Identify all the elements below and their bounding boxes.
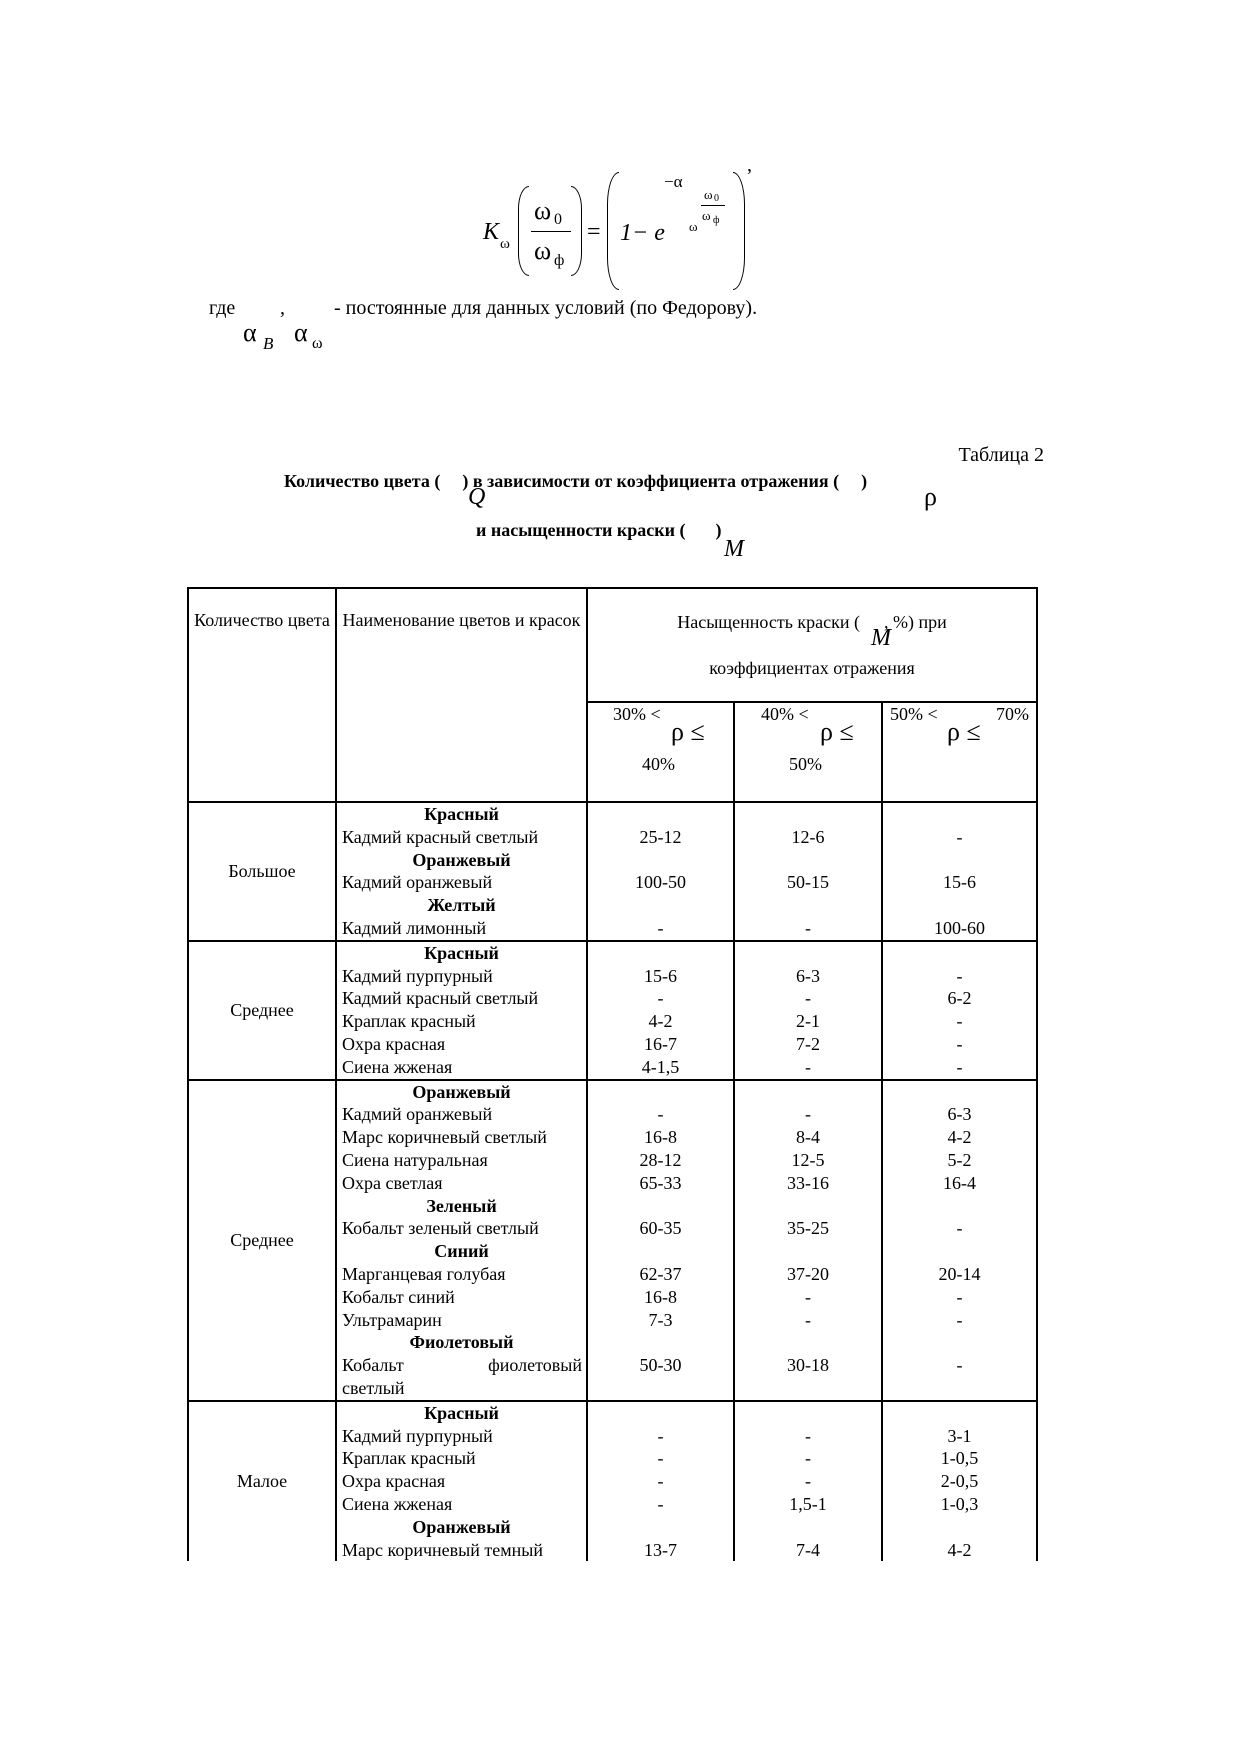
value-cell: - [734,1425,882,1448]
group-heading-row [188,1080,1037,1104]
value-cell: 7-3 [587,1309,734,1332]
value-cell [882,941,1037,965]
value-cell: - [734,1286,882,1309]
header-saturation-line1 [588,611,1036,634]
value-cell: 7-2 [734,1033,882,1056]
header-quantity-text: Количество цвета [194,610,330,630]
value-cell: - [882,1033,1037,1056]
formula-den: ω [534,236,552,265]
value-cell: 16-8 [587,1286,734,1309]
value-cell: 2-0,5 [882,1470,1037,1493]
formula-right-paren-1 [571,186,582,276]
value-cell [734,849,882,872]
alpha-w-sub: ω [312,335,323,352]
value-cell: - [734,1309,882,1332]
value-cell [587,1516,734,1539]
where-description: - постоянные для данных условий (по Федорову). [334,297,758,319]
caption-m-symbol: M [724,536,744,562]
value-cell: - [587,1425,734,1448]
formula-fraction-line [531,231,571,232]
formula-right-paren-2 [733,172,745,290]
paint-name: Сиена натуральная [336,1149,587,1172]
color-heading: Оранжевый [336,849,587,872]
value-cell: 12-5 [734,1149,882,1172]
paint-table [187,587,1038,1561]
caption-q-symbol: Q [468,484,486,510]
value-cell [882,1240,1037,1263]
formula-one-minus-e: 1− e [620,220,665,246]
value-cell: 60-35 [587,1217,734,1240]
sub2-rho: ρ ≤ [820,717,854,746]
value-cell: 62-37 [587,1263,734,1286]
value-cell: 50-30 [587,1354,734,1377]
paint-name: Кадмий оранжевый [336,871,587,894]
value-cell [734,1516,882,1539]
sub3-c: 70% [996,704,1030,724]
alpha-b-symbol: α [243,318,257,347]
sub2-b: 50% [789,754,822,774]
value-cell [587,1195,734,1218]
value-cell [734,1401,882,1425]
paint-name [336,1354,587,1377]
paint-name-part: фиолетовый [488,1355,582,1376]
value-cell [882,1401,1037,1425]
sub1-a: 30% < [613,704,661,724]
caption-rho-symbol: ρ [924,482,937,511]
paint-name: Охра красная [336,1033,587,1056]
value-cell: - [587,1103,734,1126]
header-saturation [587,588,1037,702]
value-cell [587,1080,734,1104]
caption-text-d: и насыщенности краски ( [476,520,686,540]
paint-name: Охра светлая [336,1172,587,1195]
table-caption-line1 [284,471,867,492]
formula-equals: = [587,219,601,245]
paint-name: Кадмий красный светлый [336,987,587,1010]
value-cell: - [587,987,734,1010]
value-cell: 6-2 [882,987,1037,1010]
value-cell [587,1240,734,1263]
formula-left-paren-1 [518,186,529,276]
color-heading: Оранжевый [336,1516,587,1539]
sub3-rho: ρ ≤ [947,717,981,746]
caption-text-a: Количество цвета ( [284,471,441,491]
paint-name: Краплак красный [336,1447,587,1470]
table-caption-line2 [476,520,722,541]
paint-name: Сиена жженая [336,1493,587,1516]
paint-name: Марс коричневый светлый [336,1126,587,1149]
value-cell: 16-7 [587,1033,734,1056]
value-cell: 3-1 [882,1425,1037,1448]
subheader-50-70 [882,702,1037,802]
formula-num: ω [534,196,552,225]
value-cell [882,1080,1037,1104]
formula-left-paren-2 [607,172,619,290]
value-cell: 15-6 [587,965,734,988]
value-cell: 6-3 [882,1103,1037,1126]
paint-name: Кадмий пурпурный [336,1425,587,1448]
value-cell: 1,5-1 [734,1493,882,1516]
value-cell: 4-2 [882,1126,1037,1149]
value-cell: 15-6 [882,871,1037,894]
formula-exp-alpha: −α [664,172,683,191]
paint-name-justified [342,1354,586,1377]
paint-name: Кадмий пурпурный [336,965,587,988]
paint-name-part: Кобальт [342,1355,404,1376]
value-cell [882,802,1037,826]
value-cell: 4-2 [882,1539,1037,1562]
value-cell [734,1331,882,1354]
value-cell: - [587,1447,734,1470]
color-heading: Зеленый [336,1195,587,1218]
value-cell: - [734,1470,882,1493]
quantity-cell: Среднее [188,941,336,1080]
header-saturation-c: коэффициентах отражения [709,658,915,678]
value-cell [587,941,734,965]
value-cell: 37-20 [734,1263,882,1286]
caption-text-c: ) [861,471,868,491]
header-saturation-a: Насыщенность краски ( [677,612,861,632]
sub1-b: 40% [642,754,675,774]
value-cell: 4-2 [587,1010,734,1033]
where-comma: , [280,297,285,319]
value-cell: 16-8 [587,1126,734,1149]
subheader-40-50 [734,702,882,802]
formula-k: K [483,219,500,245]
value-cell: 1-0,5 [882,1447,1037,1470]
value-cell: - [882,1010,1037,1033]
value-cell: - [587,1470,734,1493]
value-cell: 65-33 [587,1172,734,1195]
value-cell [734,894,882,917]
color-heading: Оранжевый [336,1080,587,1104]
paint-name: Краплак красный [336,1010,587,1033]
value-cell: 30-18 [734,1354,882,1377]
value-cell: 100-50 [587,871,734,894]
value-cell: 5-2 [882,1149,1037,1172]
paint-name: Сиена жженая [336,1056,587,1080]
value-cell [734,1240,882,1263]
color-heading: Фиолетовый [336,1331,587,1354]
table-label: Таблица 2 [958,444,1044,466]
value-cell [587,1331,734,1354]
value-cell: - [882,1309,1037,1332]
value-cell: 8-4 [734,1126,882,1149]
color-heading: Желтый [336,894,587,917]
formula-comma: , [747,154,752,176]
value-cell: 28-12 [587,1149,734,1172]
value-cell [587,1377,734,1401]
quantity-cell: Среднее [188,1080,336,1401]
paint-name: Марс коричневый темный [336,1539,587,1562]
value-cell [882,894,1037,917]
value-cell: 13-7 [587,1539,734,1562]
value-cell: - [734,1447,882,1470]
formula-den-sub: ф [554,252,565,269]
value-cell: 33-16 [734,1172,882,1195]
value-cell: 6-3 [734,965,882,988]
quantity-cell: Большое [188,802,336,941]
group-heading-row [188,802,1037,826]
value-cell: - [734,1056,882,1080]
paint-name: Ультрамарин [336,1309,587,1332]
value-cell: 7-4 [734,1539,882,1562]
quantity-cell: Малое [188,1401,336,1562]
alpha-b-sub: B [263,334,274,353]
sub3-a: 50% < [890,704,938,724]
value-cell: 12-6 [734,826,882,849]
value-cell: - [734,1103,882,1126]
header-m-symbol: M [871,625,891,651]
value-cell [734,802,882,826]
value-cell [734,1195,882,1218]
color-heading: Синий [336,1240,587,1263]
value-cell [587,894,734,917]
color-heading: Красный [336,941,587,965]
value-cell [882,1377,1037,1401]
sub2-a: 40% < [761,704,809,724]
paint-name: Кадмий красный светлый [336,826,587,849]
color-heading: Красный [336,1401,587,1425]
header-name [336,588,587,802]
formula-exp-fraction-line [701,205,725,206]
value-cell: - [734,917,882,941]
group-heading-row [188,941,1037,965]
formula-num-sub: 0 [554,211,562,228]
paint-name: Марганцевая голубая [336,1263,587,1286]
paint-name: Охра красная [336,1470,587,1493]
value-cell: 20-14 [882,1263,1037,1286]
value-cell [734,941,882,965]
value-cell [587,1401,734,1425]
formula-exp-num-sub: 0 [714,193,719,204]
value-cell: 1-0,3 [882,1493,1037,1516]
formula-k-sub: ω [500,236,510,252]
value-cell: - [734,987,882,1010]
formula-exp-den: ω [702,208,711,223]
paint-name: Кадмий лимонный [336,917,587,941]
caption-text-b: ) в зависимости от коэффициента отражения ( [462,471,840,491]
value-cell [734,1080,882,1104]
formula-exp-num: ω [704,187,713,202]
header-name-text: Наименование цветов и красок [342,610,581,630]
value-cell: - [882,826,1037,849]
paint-name: Кобальт синий [336,1286,587,1309]
subheader-30-40 [587,702,734,802]
table-header-row [188,588,1037,702]
alpha-w-symbol: α [294,318,308,347]
sub1-rho: ρ ≤ [671,717,705,746]
caption-text-e: ) [715,520,722,540]
value-cell: 4-1,5 [587,1056,734,1080]
value-cell: - [882,1056,1037,1080]
value-cell [882,1195,1037,1218]
paint-name: светлый [336,1377,587,1401]
header-quantity [188,588,336,802]
value-cell [882,1331,1037,1354]
header-saturation-b: , %) при [884,612,947,632]
value-cell [882,849,1037,872]
value-cell: 16-4 [882,1172,1037,1195]
value-cell: 100-60 [882,917,1037,941]
value-cell: - [882,1217,1037,1240]
paint-name: Кобальт зеленый светлый [336,1217,587,1240]
value-cell [587,802,734,826]
value-cell: 25-12 [587,826,734,849]
value-cell: 35-25 [734,1217,882,1240]
formula-exp-den-pre: ω [689,219,698,234]
value-cell: 50-15 [734,871,882,894]
value-cell [587,849,734,872]
paint-name: Кадмий оранжевый [336,1103,587,1126]
value-cell [734,1377,882,1401]
color-heading: Красный [336,802,587,826]
formula-exp-den-sub: ф [713,215,720,226]
value-cell: - [882,965,1037,988]
where-label: где [209,297,236,319]
value-cell: - [882,1286,1037,1309]
value-cell: - [882,1354,1037,1377]
value-cell: 2-1 [734,1010,882,1033]
value-cell [882,1516,1037,1539]
value-cell: - [587,1493,734,1516]
group-heading-row [188,1401,1037,1425]
value-cell: - [587,917,734,941]
